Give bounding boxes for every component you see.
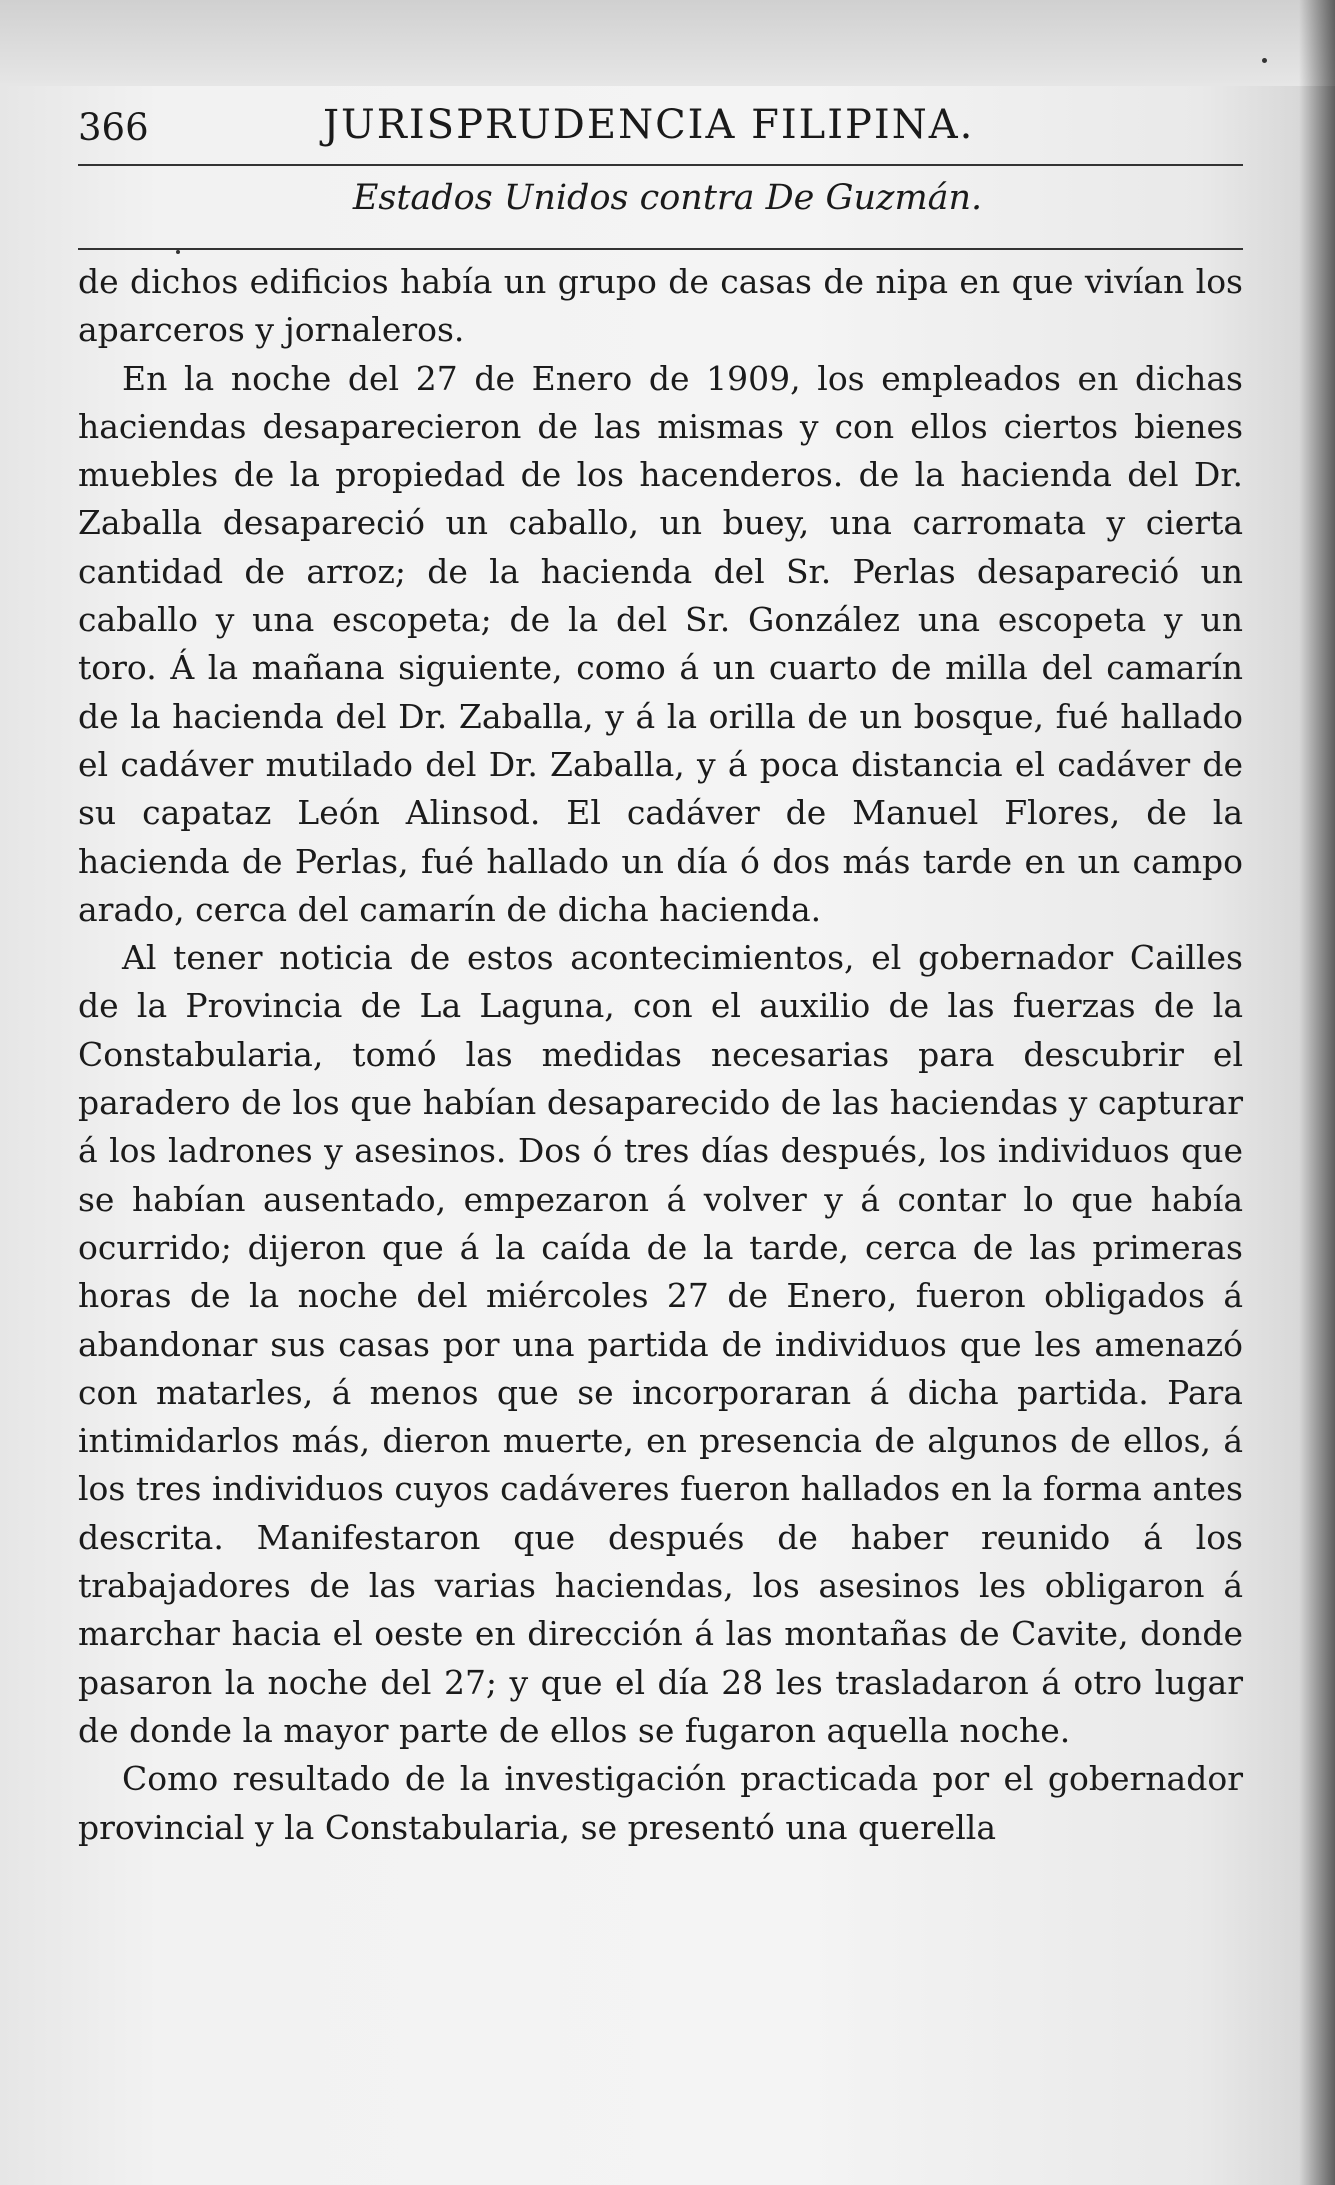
binding-shadow xyxy=(1299,0,1335,2185)
page-top-band xyxy=(0,0,1335,86)
paragraph: Como resultado de la investigación practicada por el gobernador provincial y la Constabularia, se presentó una querella xyxy=(78,1759,1243,1847)
journal-title: JURISPRUDENCIA FILIPINA. xyxy=(323,102,975,148)
running-head xyxy=(78,98,1243,158)
body-text xyxy=(78,258,1243,1852)
page-number: 366 xyxy=(78,106,149,149)
print-speck xyxy=(176,250,180,254)
header-rule-top xyxy=(78,164,1243,166)
paragraph: En la noche del 27 de Enero de 1909, los empleados en dichas haciendas desaparecieron de las mismas y con ellos ciertos bienes muebles de la propiedad de los hacenderos. de la hacienda del Dr. Zaballa desapareció un caballo, un buey, una carromata y cierta cantidad de arroz; de la hacienda del Sr. Perlas desapareció un caballo y una escopeta; de la del Sr. González una escopeta y un toro. Á la mañana siguiente, como á un cuarto de milla del camarín de la hacienda del Dr. Zaballa, y á la orilla de un bosque, fué hallado el cadáver mutilado del Dr. Zaballa, y á poca distancia el cadáver de su capataz León Alinsod. El cadáver de Manuel Flores, de la hacienda de Perlas, fué hallado un día ó dos más tarde en un campo arado, cerca del camarín de dicha hacienda. xyxy=(78,358,1243,929)
print-speck xyxy=(1262,58,1267,63)
paragraph-continued: de dichos edificios había un grupo de casas de nipa en que vivían los aparceros y jornaleros. xyxy=(78,262,1243,350)
header-rule-bottom xyxy=(78,248,1243,250)
case-title: Estados Unidos contra De Guzmán. xyxy=(352,178,983,218)
paragraph: Al tener noticia de estos acontecimientos, el gobernador Cailles de la Provincia de La Laguna, con el auxilio de las fuerzas de la Constabularia, tomó las medidas necesarias para descubrir el paradero de los que habían desaparecido de las haciendas y capturar á los ladrones y asesinos. Dos ó tres días después, los individuos que se habían ausentado, empezaron á volver y á contar lo que había ocurrido; dijeron que á la caída de la tarde, cerca de las primeras horas de la noche del miércoles 27 de Enero, fueron obligados á abandonar sus casas por una partida de individuos que les amenazó con matarles, á menos que se incorporaran á dicha partida. Para intimidarlos más, dieron muerte, en presencia de algunos de ellos, á los tres individuos cuyos cadáveres fueron hallados en la forma antes descrita. Manifestaron que después de haber reunido á los trabajadores de las varias haciendas, los asesinos les obligaron á marchar hacia el oeste en dirección á las montañas de Cavite, donde pasaron la noche del 27; y que el día 28 les trasladaron á otro lugar de donde la mayor parte de ellos se fugaron aquella noche. xyxy=(78,938,1243,1750)
